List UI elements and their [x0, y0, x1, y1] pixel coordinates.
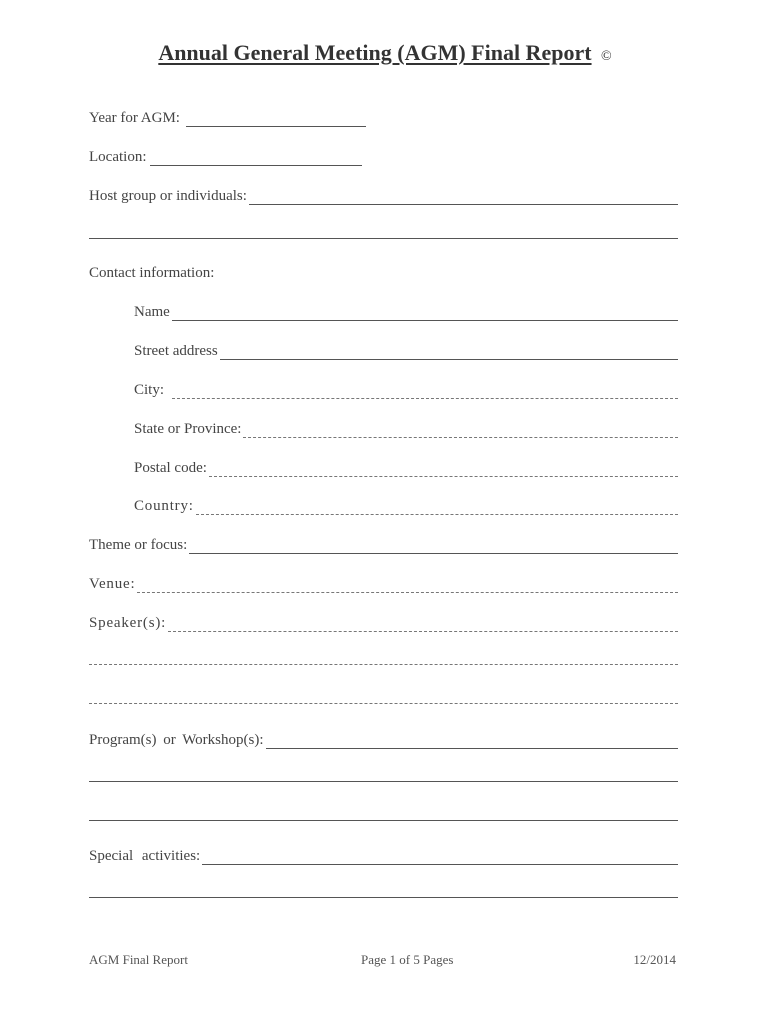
country-field-row [134, 493, 678, 515]
footer-date: 12/2014 [633, 952, 676, 967]
speakers-field-row [89, 610, 678, 632]
footer-page-number: Page 1 of 5 Pages [361, 952, 454, 967]
theme-field-row [89, 532, 678, 554]
contact-heading-row [89, 260, 389, 282]
page-title [0, 40, 770, 66]
special-field-row [89, 843, 678, 865]
state-field-row [134, 416, 678, 438]
name-field-row [134, 299, 678, 321]
host-label: Host group or individuals: [89, 188, 247, 204]
speakers-blank[interactable] [168, 615, 678, 632]
speakers-blank-line-2[interactable] [89, 664, 678, 665]
country-blank[interactable] [196, 498, 678, 515]
programs-blank-line-2[interactable] [89, 781, 678, 782]
name-label: Name [134, 304, 170, 320]
venue-label: Venue: [89, 576, 136, 592]
street-label: Street address [134, 343, 218, 359]
special-blank-line-2[interactable] [89, 897, 678, 898]
state-label: State or Province: [134, 421, 242, 437]
special-label: Special activities: [89, 848, 201, 864]
copyright-symbol: © [601, 49, 612, 64]
city-label: City: [134, 382, 165, 398]
theme-label: Theme or focus: [89, 537, 188, 553]
programs-field-row [89, 727, 678, 749]
venue-field-row [89, 571, 678, 593]
country-label: Country: [134, 498, 194, 514]
speakers-label: Speaker(s): [89, 615, 167, 631]
theme-blank[interactable] [189, 537, 678, 554]
name-blank[interactable] [172, 304, 678, 321]
street-blank[interactable] [220, 343, 678, 360]
contact-label: Contact information: [89, 265, 215, 281]
location-field-row [89, 144, 362, 166]
programs-blank-line-3[interactable] [89, 820, 678, 821]
year-label: Year for AGM: [89, 110, 180, 126]
year-blank[interactable] [186, 110, 366, 127]
postal-blank[interactable] [209, 460, 678, 477]
street-field-row [134, 338, 678, 360]
location-label: Location: [89, 149, 147, 165]
host-blank[interactable] [249, 188, 678, 205]
city-blank[interactable] [172, 382, 678, 399]
city-field-row [134, 377, 678, 399]
speakers-blank-line-3[interactable] [89, 703, 678, 704]
year-field-row [89, 105, 366, 127]
host-field-row [89, 183, 678, 205]
location-blank[interactable] [150, 149, 362, 166]
postal-field-row [134, 455, 678, 477]
programs-blank[interactable] [266, 732, 679, 749]
venue-blank[interactable] [137, 576, 678, 593]
postal-label: Postal code: [134, 460, 207, 476]
footer-left: AGM Final Report [89, 952, 188, 967]
programs-label: Program(s) or Workshop(s): [89, 732, 264, 748]
state-blank[interactable] [243, 421, 678, 438]
special-blank[interactable] [202, 848, 678, 865]
host-blank-continued[interactable] [89, 238, 678, 239]
title-text: Annual General Meeting (AGM) Final Report [158, 40, 592, 65]
